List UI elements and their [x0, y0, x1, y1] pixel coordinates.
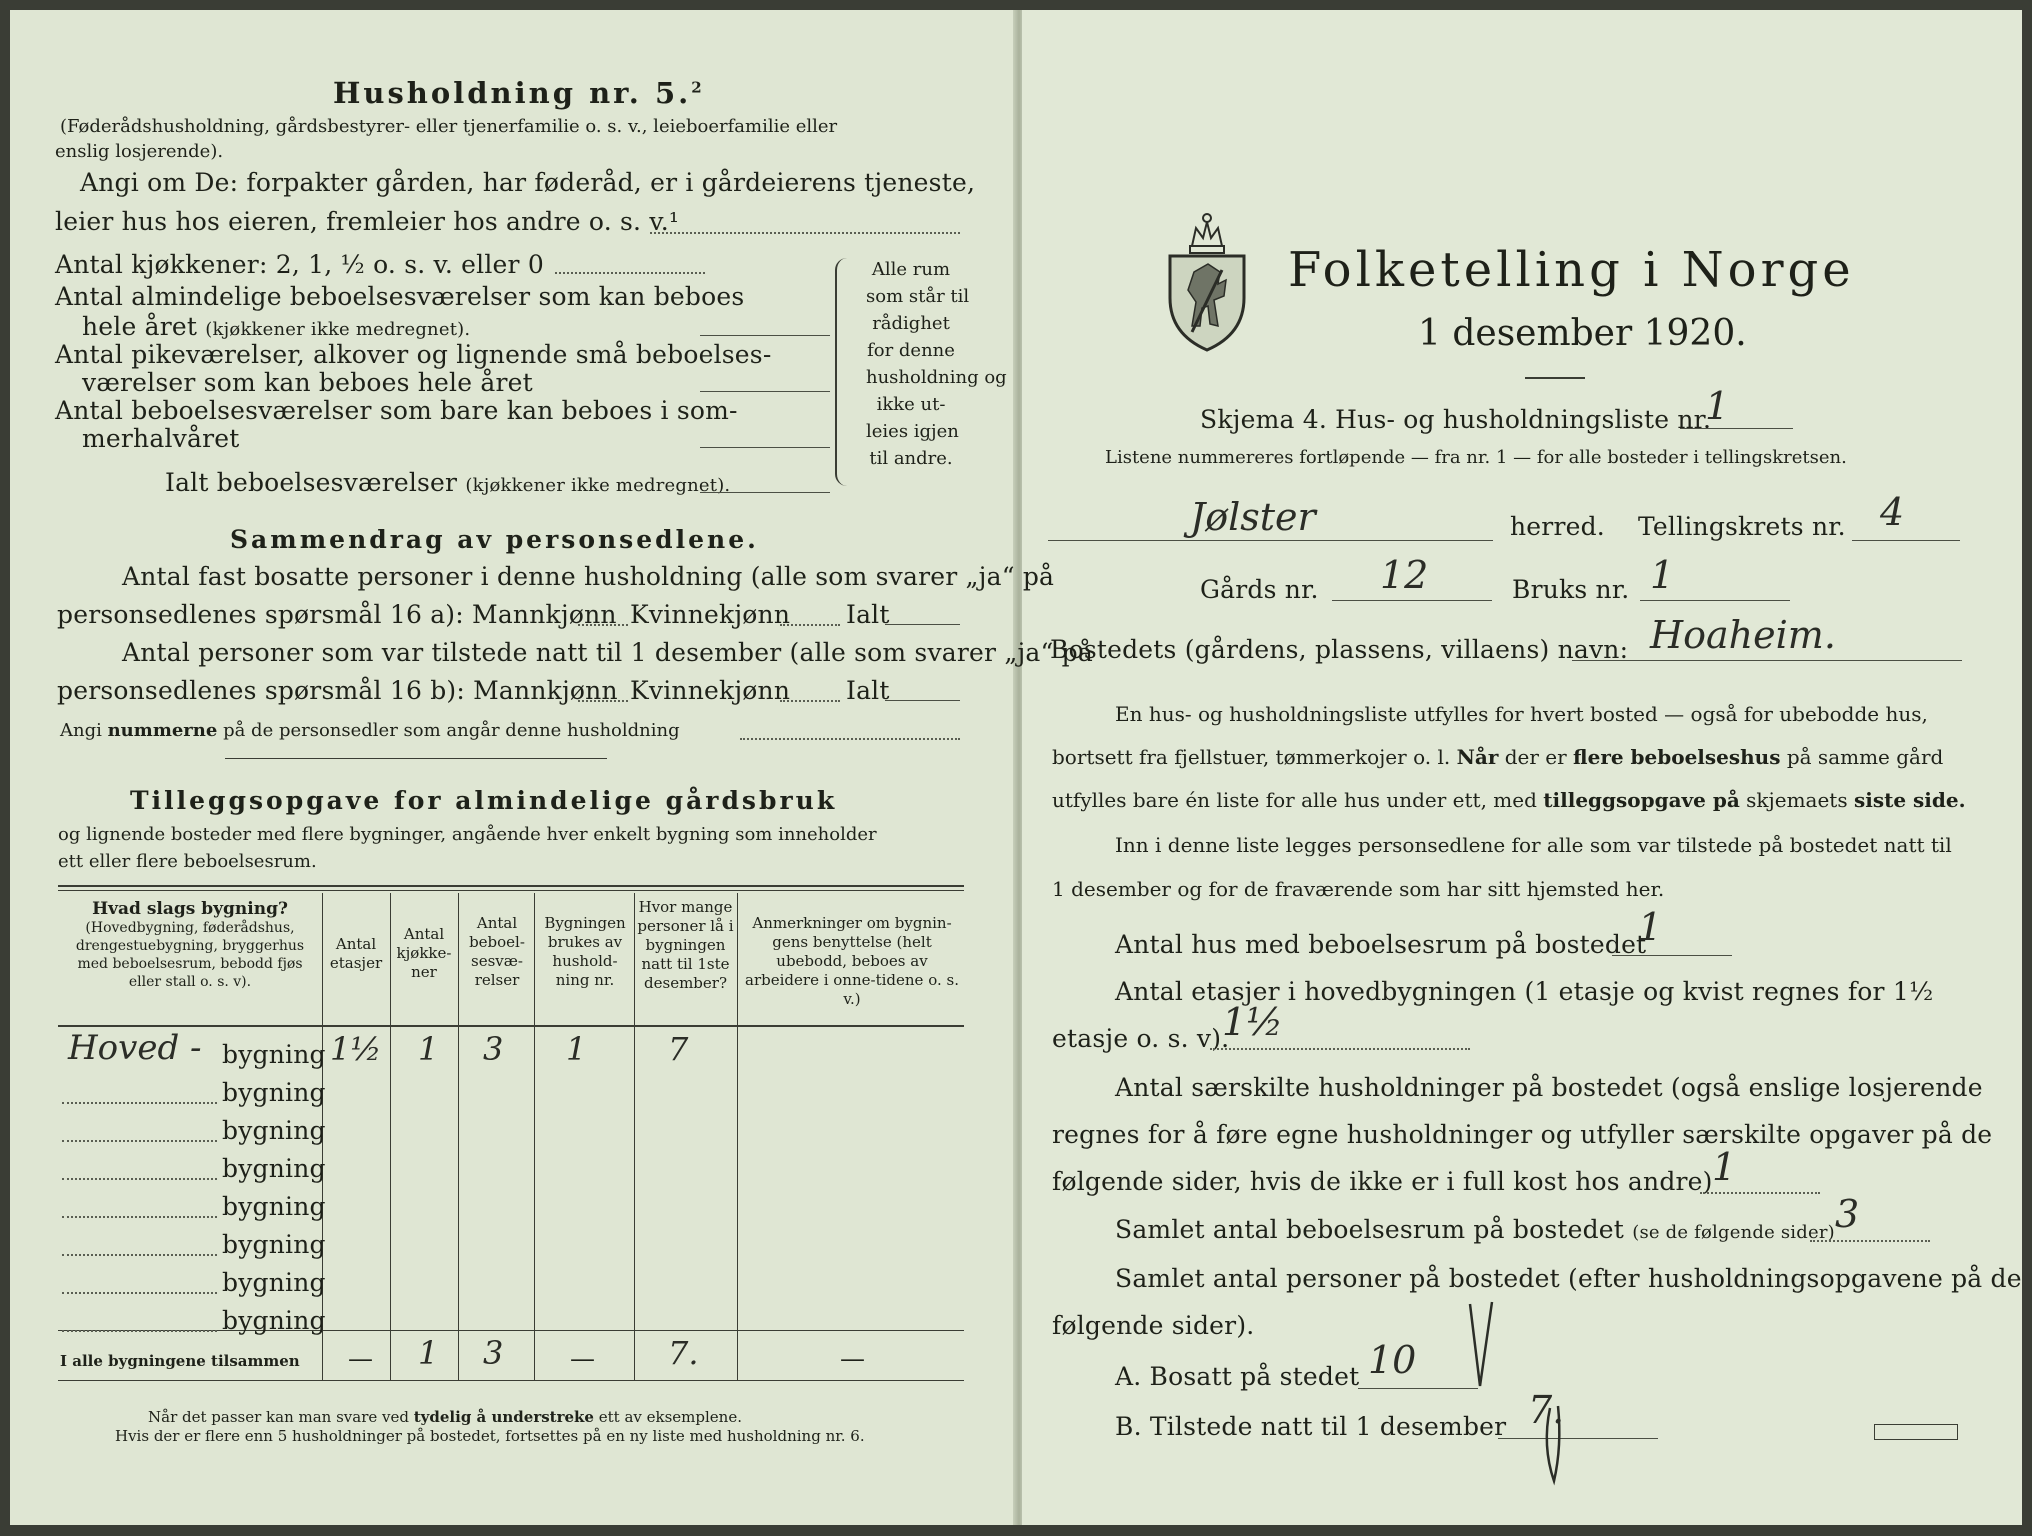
supplement-line-1: og lignende bosteder med flere bygninger, angående hver enkelt bygning som inneholder — [58, 824, 877, 845]
supplement-title: Tilleggsopgave for almindelige gårdsbruk — [130, 786, 838, 815]
municipality-label: herred. — [1510, 512, 1605, 541]
present-total-field — [885, 700, 960, 701]
houses-value: 1 — [1638, 905, 1663, 949]
total-rooms-label: Ialt beboelsesværelser — [165, 468, 458, 497]
houses-label: Antal hus med beboelsesrum på bostedet — [1115, 930, 1647, 959]
angi-om-field — [650, 232, 960, 234]
kitchens-label: Antal kjøkkener: 2, 1, ½ o. s. v. eller 0 — [55, 250, 544, 279]
household-title: Husholdning nr. 5.$^2$ — [333, 76, 705, 110]
row7-building-label: bygning — [222, 1268, 326, 1297]
total-row-label: I alle bygningene tilsammen — [60, 1352, 300, 1370]
row1-household: 1 — [566, 1030, 587, 1068]
farm-number-value: 12 — [1380, 553, 1429, 597]
farm-number-field — [1332, 600, 1492, 601]
col-household-header: Bygningen brukes av hushold-ning nr. — [544, 914, 626, 989]
table-top-rule — [58, 885, 964, 887]
total-rooms-field-right — [1810, 1240, 1930, 1242]
resident-count-label: A. Bosatt på stedet — [1115, 1362, 1360, 1391]
footnote-2: Hvis der er flere enn 5 husholdninger på bostedet, fortsettes på en ny liste med husholdning nr. 6. — [115, 1427, 865, 1445]
summary-title: Sammendrag av personsedlene. — [230, 525, 759, 554]
listene-note: Listene nummereres fortløpende — fra nr. 1 — for alle bosteder i tellingskretsen. — [1105, 447, 1847, 468]
total-rooms-label-right: Samlet antal beboelsesrum på bostedet — [1115, 1215, 1625, 1244]
total-rooms-note: (kjøkkener ikke medregnet). — [465, 475, 731, 496]
present-female-field — [780, 700, 840, 702]
regular-rooms-label: Antal almindelige beboelsesværelser som kan beboes — [55, 282, 745, 311]
instruction-4: Inn i denne liste legges personsedlene for alle som var tilstede på bostedet natt til — [1115, 833, 1952, 857]
norway-coat-of-arms-icon — [1162, 206, 1252, 354]
census-title: Folketelling i Norge — [1288, 242, 1855, 298]
present-count-value: 7. — [1528, 1388, 1565, 1432]
table-col-divider — [390, 893, 391, 1380]
side-bracket — [835, 258, 851, 486]
regular-rooms-field — [700, 335, 830, 336]
households-field — [1700, 1192, 1820, 1194]
municipality-field — [1048, 540, 1493, 541]
row1-rooms: 3 — [483, 1030, 504, 1068]
separator — [225, 758, 607, 759]
summer-rooms-label: Antal beboelsesværelser som bare kan beboes i som- — [55, 396, 738, 425]
district-field — [1852, 540, 1960, 541]
households-line-2: regnes for å føre egne husholdninger og utfyller særskilte opgaver på de — [1052, 1120, 1993, 1149]
table-col-divider — [534, 893, 535, 1380]
total-remarks: — — [840, 1344, 866, 1373]
households-line-1: Antal særskilte husholdninger på bostedet (også enslige losjerende — [1115, 1073, 1983, 1102]
resident-count-value: 10 — [1368, 1338, 1417, 1382]
present-total-label: Ialt — [846, 676, 890, 705]
kitchens-field — [555, 272, 705, 274]
place-name-field — [1572, 660, 1962, 661]
total-kitchens: 1 — [418, 1334, 439, 1372]
row5-field — [62, 1216, 217, 1218]
resident-female-field — [780, 624, 840, 626]
district-value: 4 — [1880, 490, 1905, 534]
district-label: Tellingskrets nr. — [1638, 512, 1846, 541]
resident-male-field — [578, 624, 628, 626]
maid-rooms-label-2: værelser som kan beboes hele året — [82, 368, 533, 397]
table-top-rule-2 — [58, 890, 964, 891]
col-building-type-header: Hvad slags bygning? (Hovedbygning, føderådshus, drengestuebygning, bryggerhus med beboelsesrum, bebodd fjøs eller stall o. s. v). — [75, 899, 305, 990]
col-kitchens-header: Antal kjøkke-ner — [396, 925, 452, 981]
left-page — [10, 10, 1015, 1525]
col-remarks-header: Anmerkninger om bygnin-gens benyttelse (helt ubebodd, beboes av arbeidere i onne-tidene o. s. v.) — [745, 914, 959, 1008]
row3-building-label: bygning — [222, 1116, 326, 1145]
total-rooms-value-right: 3 — [1835, 1192, 1860, 1236]
table-col-divider — [458, 893, 459, 1380]
row5-building-label: bygning — [222, 1192, 326, 1221]
table-col-divider — [737, 893, 738, 1380]
regular-rooms-label-2: hele året — [82, 312, 198, 341]
holding-number-field — [1640, 600, 1790, 601]
households-value: 1 — [1712, 1145, 1737, 1189]
printer-stamp — [1874, 1424, 1958, 1440]
row1-kitchens: 1 — [418, 1030, 439, 1068]
numbers-line: Angi nummerne på de personsedler som angår denne husholdning — [60, 720, 680, 741]
list-number-field — [1680, 428, 1793, 429]
schema-label: Skjema 4. Hus- og husholdningsliste nr. — [1200, 405, 1712, 434]
municipality-value: Jølster — [1190, 495, 1316, 539]
row8-field — [62, 1330, 217, 1332]
angi-om-line-1: Angi om De: forpakter gården, har føderåd, er i gårdeierens tjeneste, — [80, 168, 976, 197]
footnote-1: Når det passer kan man svare ved tydelig å understreke ett av eksemplene. — [148, 1408, 742, 1426]
present-line-1: Antal personer som var tilstede natt til 1 desember (alle som svarer „ja“ på — [122, 638, 1093, 667]
total-rooms: 3 — [483, 1334, 504, 1372]
place-name-label: Bostedets (gårdens, plassens, villaens) navn: — [1050, 635, 1629, 664]
supplement-line-2: ett eller flere beboelsesrum. — [58, 851, 317, 872]
row2-field — [62, 1102, 217, 1104]
row1-persons: 7 — [668, 1030, 689, 1068]
holding-number-label: Bruks nr. — [1512, 575, 1630, 604]
total-floors: — — [348, 1344, 374, 1373]
household-intro: (Føderådshusholdning, gårdsbestyrer- eller tjenerfamilie o. s. v., leieboerfamilie eller — [60, 116, 838, 137]
total-rooms-field — [700, 492, 830, 493]
resident-total-label: Ialt — [846, 600, 890, 629]
resident-line-2: personsedlenes spørsmål 16 a): Mannkjønn — [57, 600, 617, 629]
present-female-label: Kvinnekjønn — [630, 676, 791, 705]
table-bottom-rule — [58, 1380, 964, 1381]
row1-floors: 1½ — [330, 1030, 382, 1068]
row4-field — [62, 1178, 217, 1180]
household-intro-2: enslig losjerende). — [55, 141, 224, 162]
resident-count-field — [1358, 1388, 1478, 1389]
col-persons-header: Hvor mange personer lå i bygningen natt til 1ste desember? — [637, 898, 734, 992]
total-persons-line-2: følgende sider). — [1052, 1311, 1255, 1340]
row2-building-label: bygning — [222, 1078, 326, 1107]
total-persons: 7. — [668, 1334, 699, 1372]
row4-building-label: bygning — [222, 1154, 326, 1183]
households-line-3: følgende sider, hvis de ikke er i full kost hos andre) — [1052, 1167, 1713, 1196]
instruction-2: bortsett fra fjellstuer, tømmerkojer o. l. Når der er flere beboelseshus på samme gård — [1052, 745, 1944, 769]
row1-building-handwriting: Hoved - — [68, 1028, 202, 1068]
floors-field — [1210, 1048, 1470, 1050]
farm-number-label: Gårds nr. — [1200, 575, 1319, 604]
col-rooms-header: Antal beboel-sesvæ-relser — [469, 914, 525, 989]
maid-rooms-field — [700, 391, 830, 392]
present-male-field — [578, 700, 628, 702]
numbers-field — [740, 738, 960, 740]
list-number-value: 1 — [1705, 384, 1730, 428]
regular-rooms-note: (kjøkkener ikke medregnet). — [205, 319, 471, 340]
row8-building-label: bygning — [222, 1306, 326, 1335]
row6-building-label: bygning — [222, 1230, 326, 1259]
summer-rooms-label-2: merhalvåret — [82, 424, 240, 453]
floors-line-1: Antal etasjer i hovedbygningen (1 etasje og kvist regnes for 1½ — [1115, 977, 1934, 1006]
total-rooms-note-right: (se de følgende sider) — [1632, 1222, 1835, 1243]
present-count-label: B. Tilstede natt til 1 desember — [1115, 1412, 1507, 1441]
maid-rooms-label: Antal pikeværelser, alkover og lignende små beboelses- — [55, 340, 772, 369]
holding-number-value: 1 — [1650, 553, 1675, 597]
place-name-value: Hoaheim. — [1650, 613, 1836, 657]
instruction-3: utfylles bare én liste for alle hus under ett, med tilleggsopgave på skjemaets siste side. — [1052, 788, 1966, 812]
floors-value: 1½ — [1222, 1000, 1284, 1044]
resident-line-1: Antal fast bosatte personer i denne husholdning (alle som svarer „ja“ på — [122, 562, 1055, 591]
row7-field — [62, 1292, 217, 1294]
row3-field — [62, 1140, 217, 1142]
col-floors-header: Antal etasjer — [329, 935, 383, 972]
instruction-1: En hus- og husholdningsliste utfylles for hvert bosted — også for ubebodde hus, — [1115, 702, 1928, 726]
resident-female-label: Kvinnekjønn — [630, 600, 791, 629]
row6-field — [62, 1254, 217, 1256]
resident-total-field — [885, 624, 960, 625]
houses-field — [1612, 955, 1732, 956]
summer-rooms-field — [700, 447, 830, 448]
angi-om-line-2: leier hus hos eieren, fremleier hos andre o. s. v.¹ — [55, 207, 680, 236]
instruction-5: 1 desember og for de fraværende som har sitt hjemsted her. — [1052, 877, 1665, 901]
side-note: Alle rum som står til rådighet for denne husholdning og ikke ut- leies igjen til andre. — [866, 259, 1007, 469]
total-persons-line-1: Samlet antal personer på bostedet (efter husholdningsopgavene på de — [1115, 1264, 2022, 1293]
check-marks — [1462, 1296, 1582, 1486]
table-col-divider — [634, 893, 635, 1380]
title-rule — [1525, 377, 1585, 379]
table-header-rule — [58, 1025, 964, 1027]
present-line-2: personsedlenes spørsmål 16 b): Mannkjønn — [57, 676, 618, 705]
census-date: 1 desember 1920. — [1418, 313, 1747, 354]
row1-building-label: bygning — [222, 1040, 326, 1069]
floors-line-2: etasje o. s. v). — [1052, 1024, 1230, 1053]
total-household: — — [570, 1344, 596, 1373]
